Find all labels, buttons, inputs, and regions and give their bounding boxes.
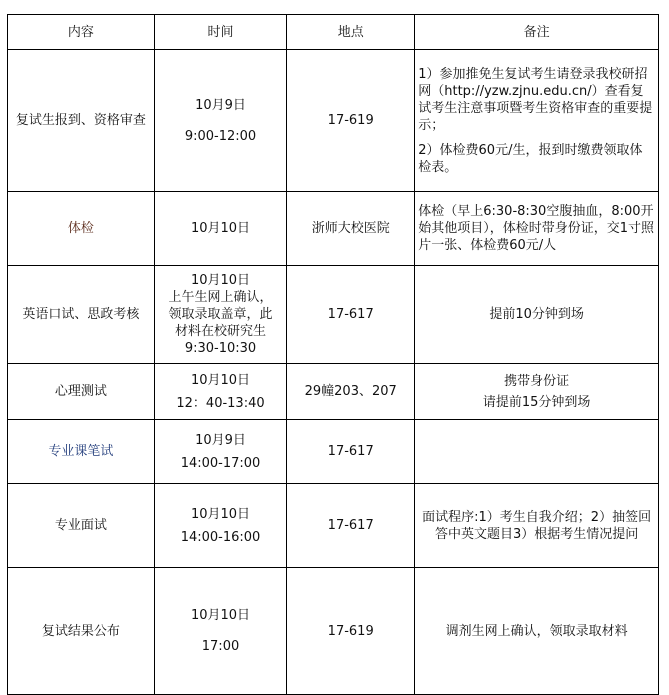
header-notes: 备注 [415, 15, 659, 50]
location-text: 浙师大校医院 [311, 221, 390, 236]
table-row [8, 420, 659, 484]
row-content [8, 364, 155, 420]
content-text: 心理测试 [54, 384, 107, 399]
table-row [8, 192, 659, 266]
row-location [287, 266, 415, 364]
location-text: 17-619 [327, 113, 374, 128]
notes-text: 1）参加推免生复试考生请登录我校研招网（http://yzw.zjnu.edu.cn/）查看复试考生注意事项暨考生资格审查的重要提示； [418, 66, 653, 133]
notes-text: 体检（早上6:30-8:30空腹抽血，8:00开始其他项目），体检时带身份证，交1寸照片一张、体检费60元/人 [418, 204, 655, 253]
row-content [8, 192, 155, 266]
notes-text: 提前10分钟到场 [489, 307, 584, 322]
time-range: 12：40-13:40 [176, 395, 265, 411]
row-location [287, 484, 415, 568]
content-text: 英语口试、思政考核 [22, 307, 140, 322]
row-time [154, 50, 286, 192]
location-text: 29幢203、207 [304, 384, 397, 399]
location-text: 17-617 [327, 444, 374, 459]
time-date: 10月10日 [190, 221, 251, 236]
row-content [8, 484, 155, 568]
row-content [8, 568, 155, 695]
row-content [8, 420, 155, 484]
header-location: 地点 [287, 15, 415, 50]
table-row [8, 484, 659, 568]
row-notes [415, 484, 659, 568]
content-text: 体检 [67, 221, 94, 236]
time-date: 10月10日 [190, 372, 251, 388]
time-range: 9:00-12:00 [184, 128, 257, 144]
row-location [287, 364, 415, 420]
row-notes [415, 420, 659, 484]
row-location [287, 568, 415, 695]
row-content [8, 266, 155, 364]
row-notes [415, 568, 659, 695]
time-date: 10月10日 [190, 608, 251, 623]
row-notes [415, 192, 659, 266]
row-time [154, 266, 286, 364]
row-location [287, 420, 415, 484]
location-text: 17-617 [327, 518, 374, 533]
row-time [154, 364, 286, 420]
row-time [154, 484, 286, 568]
header-content: 内容 [8, 15, 155, 50]
row-time [154, 568, 286, 695]
content-text: 复试生报到、资格审查 [15, 113, 146, 128]
time-date: 10月9日 [195, 97, 246, 113]
table-row [8, 50, 659, 192]
row-location [287, 50, 415, 192]
time-date: 10月10日 [190, 273, 251, 288]
time-range: 14:00-16:00 [180, 529, 261, 545]
notes-text: 请提前15分钟到场 [482, 394, 591, 410]
table-row [8, 568, 659, 695]
content-text: 专业面试 [54, 518, 107, 533]
time-range: 17:00 [201, 639, 240, 654]
row-location [287, 192, 415, 266]
row-notes [415, 50, 659, 192]
header-time: 时间 [154, 15, 286, 50]
notes-text: 面试程序:1）考生自我介绍；2）抽签回答中英文题目3）根据考生情况提问 [422, 509, 652, 542]
row-notes [415, 364, 659, 420]
time-date: 10月10日 [190, 506, 251, 522]
row-time [154, 420, 286, 484]
schedule-table [7, 14, 659, 695]
notes-text: 2）体检费60元/生，报到时缴费领取体检表。 [418, 142, 643, 175]
row-content [8, 50, 155, 192]
time-range: 14:00-17:00 [180, 455, 261, 471]
time-extra: 上午生网上确认，领取录取盖章，此材料在校研究生9:30-10:30 [168, 290, 273, 356]
row-time [154, 192, 286, 266]
location-text: 17-617 [327, 307, 374, 322]
table-row [8, 266, 659, 364]
content-text: 复试结果公布 [41, 623, 120, 639]
notes-text: 携带身份证 [504, 373, 570, 389]
notes-text: 调剂生网上确认，领取录取材料 [445, 623, 628, 639]
table-row [8, 364, 659, 420]
content-text: 专业课笔试 [48, 444, 114, 459]
location-text: 17-619 [327, 623, 374, 639]
time-date: 10月9日 [195, 432, 246, 448]
table-header-row [8, 15, 659, 50]
row-notes [415, 266, 659, 364]
